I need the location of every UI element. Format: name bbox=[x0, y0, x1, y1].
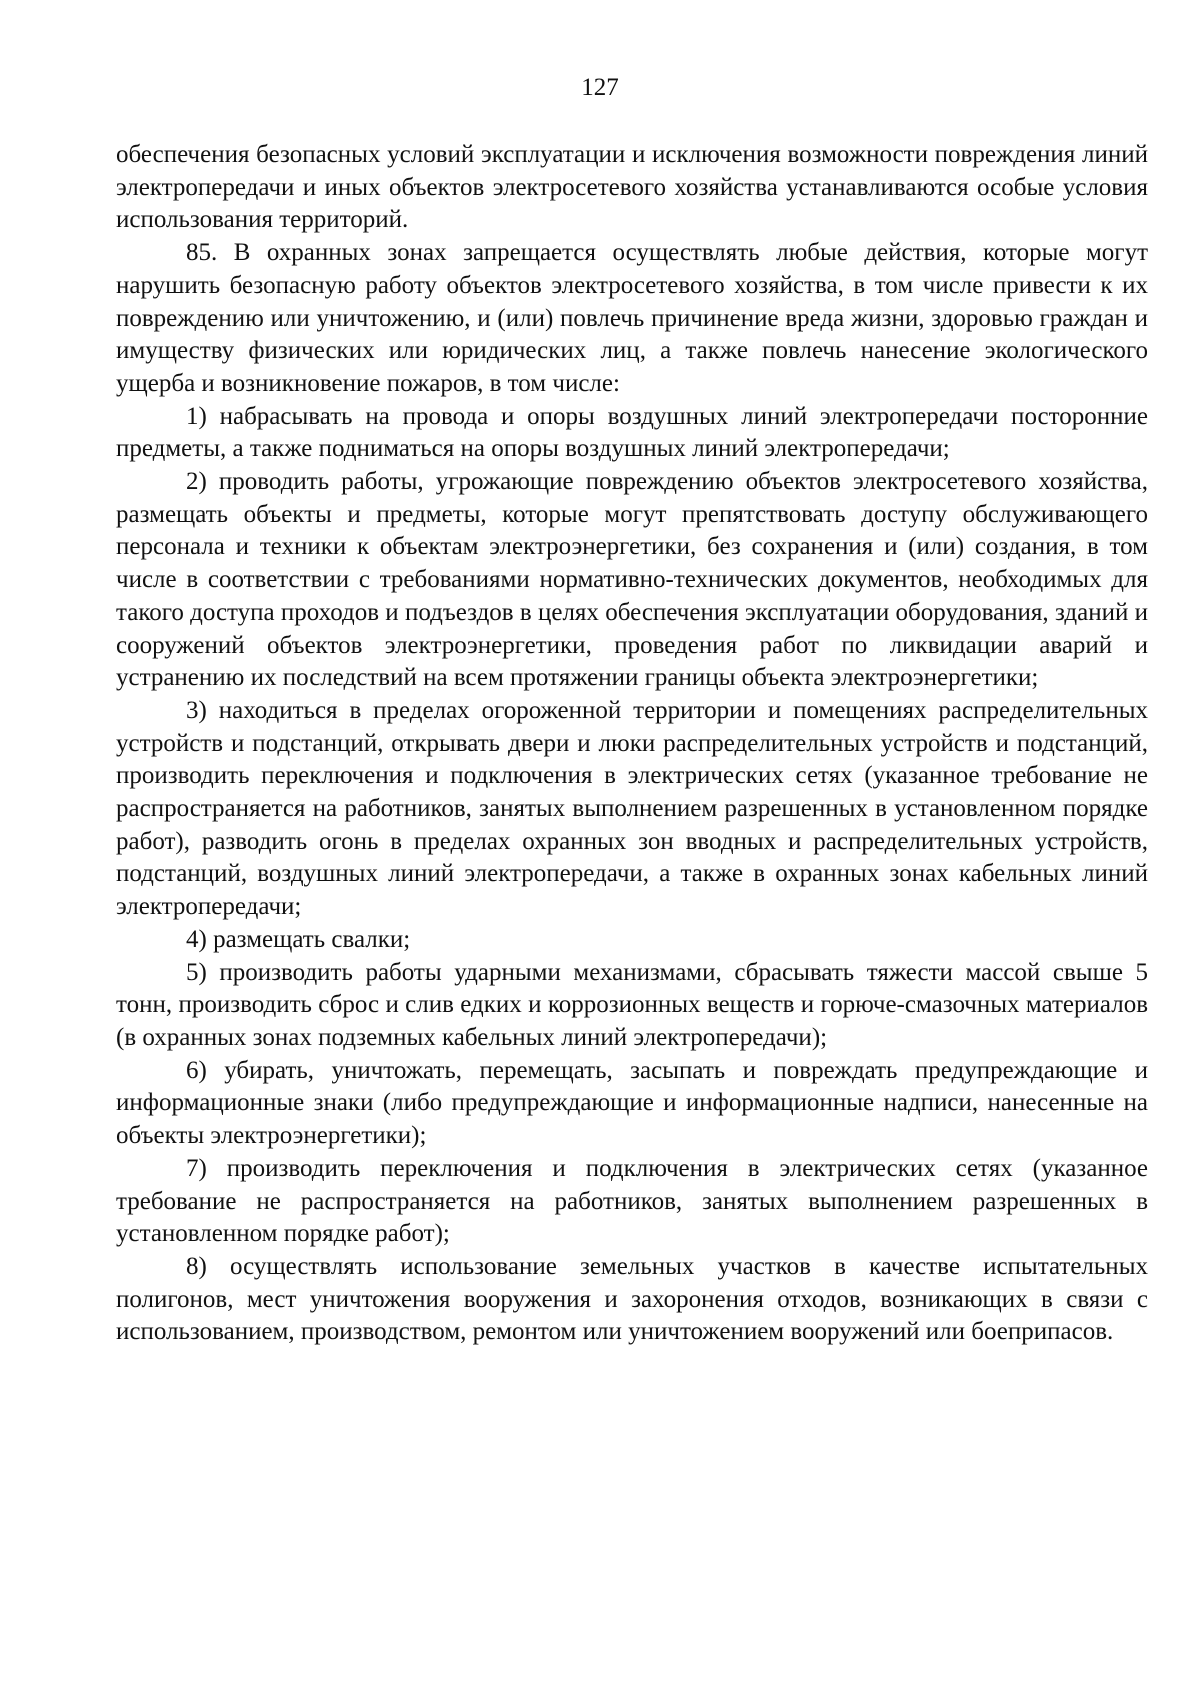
list-item-7: 7) производить переключения и подключения в электрических сетях (указанное требование не распространяется на работников, занятых выполнением разрешенных в установленном порядке работ); bbox=[116, 1154, 1148, 1248]
list-item-8: 8) осуществлять использование земельных участков в качестве испытательных полигонов, мест уничтожения вооружения и захоронения отходов, возникающих в связи с использованием, производством, ремонтом или уничтожением вооружений или боеприпасов. bbox=[116, 1252, 1148, 1346]
document-body bbox=[116, 139, 1148, 1349]
list-item-5: 5) производить работы ударными механизмами, сбрасывать тяжести массой свыше 5 тонн, производить сброс и слив едких и коррозионных веществ и горюче-смазочных материалов (в охранных зонах подземных кабельных линий электропередачи); bbox=[116, 958, 1148, 1051]
list-item-4: 4) размещать свалки; bbox=[186, 925, 411, 953]
list-item-2: 2) проводить работы, угрожающие повреждению объектов электросетевого хозяйства, размещать объекты и предметы, которые могут препятствовать доступу обслуживающего персонала и техники к объектам электроэнергетики, без сохранения и (или) создания, в том числе в соответствии с требованиями нормативно-технических документов, необходимых для такого доступа проходов и подъездов в целях обеспечения эксплуатации оборудования, зданий и сооружений объектов электроэнергетики, проведения работ по ликвидации аварий и устранению их последствий на всем протяжении границы объекта электроэнергетики; bbox=[116, 468, 1148, 692]
list-item-3: 3) находиться в пределах огороженной территории и помещениях распределительных устройств и подстанций, открывать двери и люки распределительных устройств и подстанций, производить переключения и подключения в электрических сетях (указанное требование не распространяется на работников, занятых выполнением разрешенных в установленном порядке работ), разводить огонь в пределах охранных зон вводных и распределительных устройств, подстанций, воздушных линий электропередачи, а также в охранных зонах кабельных линий электропередачи; bbox=[116, 696, 1148, 921]
list-item-1: 1) набрасывать на провода и опоры воздушных линий электропередачи посторонние предметы, а также подниматься на опоры воздушных линий электропередачи; bbox=[116, 402, 1148, 463]
paragraph-continuation: обеспечения безопасных условий эксплуатации и исключения возможности повреждения линий электропередачи и иных объектов электросетевого хозяйства устанавливаются особые условия использования территорий. bbox=[116, 141, 1148, 234]
paragraph-clause-85: 85. В охранных зонах запрещается осуществлять любые действия, которые могут нарушить безопасную работу объектов электросетевого хозяйства, в том числе привести к их повреждению или уничтожению, и (или) повлечь причинение вреда жизни, здоровью граждан и имуществу физических или юридических лиц, а также повлечь нанесение экологического ущерба и возникновение пожаров, в том числе: bbox=[116, 239, 1148, 397]
list-item-6: 6) убирать, уничтожать, перемещать, засыпать и повреждать предупреждающие и информационные знаки (либо предупреждающие и информационные надписи, нанесенные на объекты электроэнергетики); bbox=[116, 1056, 1148, 1150]
page-number: 127 bbox=[581, 74, 619, 101]
